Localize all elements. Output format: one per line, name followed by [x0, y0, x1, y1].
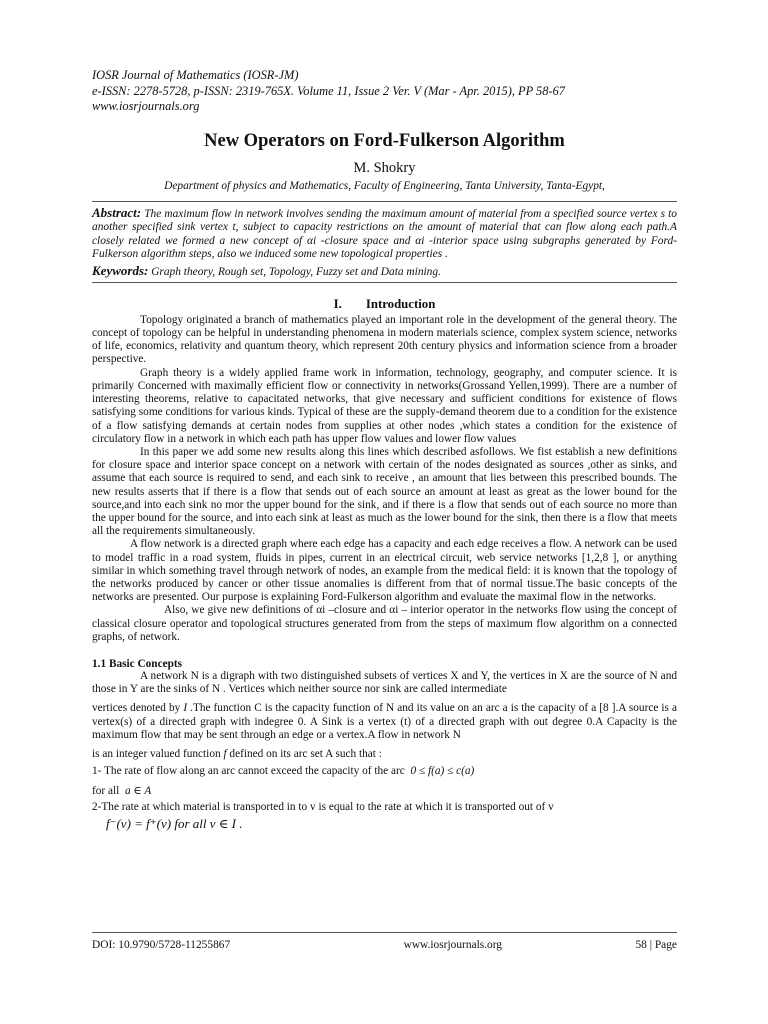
flow-symbol: f: [223, 747, 227, 760]
footer-page: 58 | Page: [635, 939, 677, 951]
basic-p3-lead: is an integer valued function: [92, 747, 221, 760]
keywords-text: Graph theory, Rough set, Topology, Fuzzy set and Data mining.: [151, 265, 441, 278]
abstract-divider: [92, 282, 677, 283]
footer-site: www.iosrjournals.org: [403, 939, 503, 951]
forall-equation: a ∈ A: [124, 785, 152, 798]
author-affiliation: Department of physics and Mathematics, Faculty of Engineering, Tanta University, Tanta-Egypt,: [164, 179, 605, 192]
basic-p2-rest: .The function C is the capacity function of N and its value on an arc a is the capacity of a [8 ].A source is a vertex(s) of a directed graph with indegree 0. A Sink is a vertex (t) of a directed graph with out degree 0.A Capacity is the maximum flow that may be sent through an edge or a vertex.A flow in network N: [92, 702, 677, 741]
basic-paragraph-1: A network N is a digraph with two distinguished subsets of vertices X and Y, the vertices in X are the source of N and those in Y are the sinks of N . Vertices which neither source nor sink are called intermediate: [92, 669, 677, 696]
basic-p3-rest: defined on its arc set A such that :: [229, 747, 382, 760]
condition-1-text: 1- The rate of flow along an arc cannot exceed the capacity of the arc: [92, 765, 405, 778]
intro-paragraph-1: Topology originated a branch of mathematics played an important role in the development of the general theory. The concept of topology can be helpful in understanding phenomena in modern materials science, complex system science, networks of life, economics, relativity and quantum theory, which represent 20th century physics and information science from a broader perspective.: [92, 313, 677, 366]
basic-p2-lead: vertices denoted by: [92, 702, 181, 715]
journal-header: [92, 68, 677, 115]
intro-paragraph-3: In this paper we add some new results along this lines which described asfollows. We fist establish a new definitions for closure space and interior space concept on a network with certain of the nodes designated as sources ,other as sinks, and assume that each source is required to send, and each sink to receive , an amount that lies between this prescribed bounds. The new results asserts that if there is a flow that sends out of each source an amount at least as great as the lower bound for the source,and into each sink no mor the upper bound for the sink, and if there is a flow that sends out of each source no more than the upper bound for the source, and into each sink at least as much as the lower bound for the sink, then there is a flow that meets all the requirements simultaneously.: [92, 445, 677, 538]
footer-doi: DOI: 10.9790/5728-11255867: [92, 939, 231, 951]
journal-name: IOSR Journal of Mathematics (IOSR-JM): [92, 68, 299, 82]
conservation-equation: f⁻(v) = f⁺(v) for all v ∈ I .: [106, 816, 243, 832]
abstract-text: The maximum flow in network involves sending the maximum amount of material from a specified source vertex s to another specified sink vertex t, subject to capacity restrictions on the amount of material that can flow along each path.A closely related we formed a new concept of αi -closure space and αi -interior space using subgraphs generated by Ford- Fulkerson algorithm steps, also we induced some new topological properties .: [92, 207, 677, 261]
intermediate-symbol: I: [183, 702, 188, 715]
keywords-block: [92, 263, 677, 279]
section-heading: [92, 297, 677, 312]
journal-site: www.iosrjournals.org: [92, 99, 200, 113]
abstract-label: Abstract:: [92, 204, 142, 220]
page-content: [92, 68, 677, 832]
basic-paragraph-2: [92, 702, 677, 742]
abstract-block: [92, 206, 677, 262]
intro-paragraph-5: Also, we give new definitions of αi –closure and αi – interior operator in the networks flow using the concept of classical closure operator and topological structures generated from from the steps of maximum flow algorithm on a connected graphs, of network.: [92, 604, 677, 643]
keywords-label: Keywords:: [92, 262, 149, 278]
section-number: I.: [333, 296, 342, 311]
page-footer: [92, 932, 677, 951]
condition-1: [92, 761, 677, 781]
top-divider: [92, 201, 677, 202]
condition-2: 2-The rate at which material is transported in to v is equal to the rate at which it is transported out of v: [92, 801, 554, 814]
journal-issn: e-ISSN: 2278-5728, p-ISSN: 2319-765X. Volume 11, Issue 2 Ver. V (Mar - Apr. 2015), PP 58-67: [92, 83, 565, 98]
forall-text: for all: [92, 785, 120, 798]
paper-title: New Operators on Ford-Fulkerson Algorithm: [204, 130, 565, 151]
paper-author: M. Shokry: [353, 159, 416, 176]
subsection-heading: 1.1 Basic Concepts: [92, 657, 183, 670]
intro-paragraph-4: A flow network is a directed graph where each edge has a capacity and each edge receives a flow. A network can be used to model traffic in a road system, fluids in pipes, current in an electrical circuit, web service networks [1,2,8 ], or anything similar in which something travel through network of nodes, an example from the medical field: it is known that the topology of the networks produced by cancer or other tissue anomalies is different from that of normal tissue.The basic concepts of the networks are presented. Our purpose is explaining Ford-Fulkerson algorithm and evaluate the maximal flow in the networks.: [92, 538, 677, 604]
section-title: Introduction: [365, 296, 436, 311]
forall-line: [92, 781, 677, 801]
condition-1-equation: 0 ≤ f(a) ≤ c(a): [410, 765, 475, 778]
basic-paragraph-3: [92, 748, 677, 761]
intro-paragraph-2: Graph theory is a widely applied frame work in information, technology, geography, and computer science. It is primarily Concerned with maximally efficient flow or connectivity in networks(Grossand Yellen,1999). There are a number of interesting theorems, relative to capacitated networks, that give necessary and sufficient conditions for existence of flows satisfying some conditions for various kinds. Typical of these are the supply-demand theorem due to a condition for the existence of a flow satisfying demands at certain nodes from supplies at other nodes ,which states a condition for the existence of circulatory flow in a network in which each path has upper flow values and lower flow values: [92, 366, 677, 445]
